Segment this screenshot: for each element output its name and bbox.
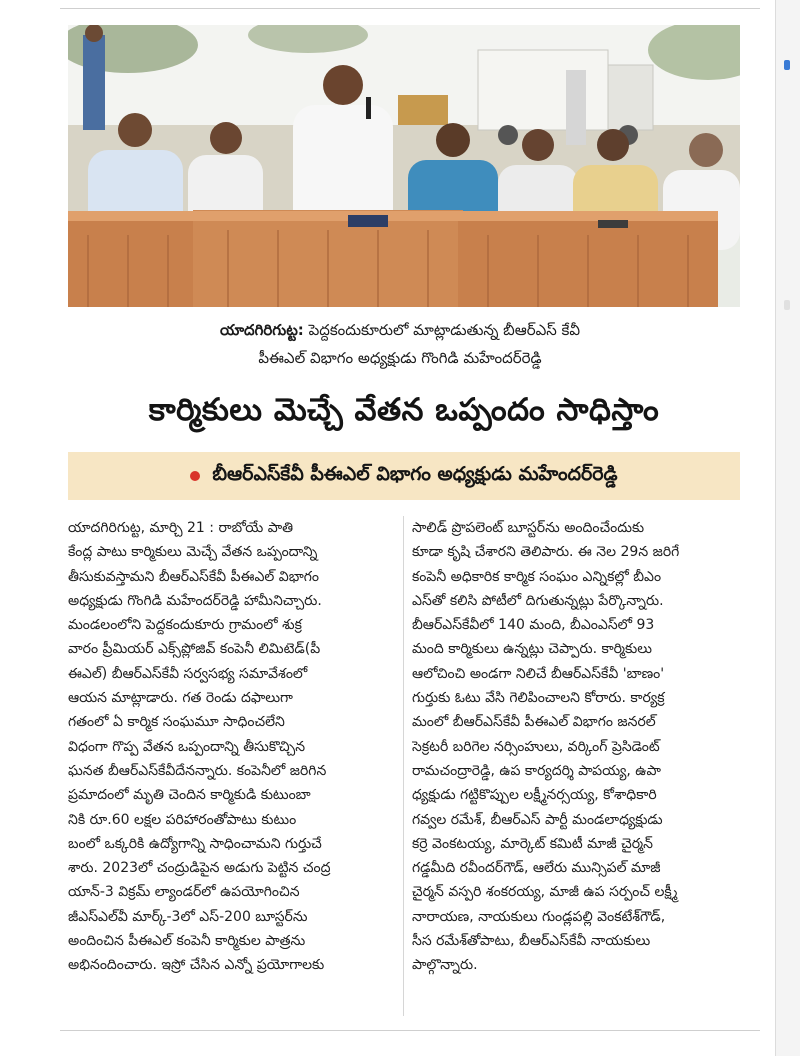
- bullet-icon: [190, 471, 200, 481]
- article-line: ఘనత బీఆర్ఎస్‌కేవీదేనన్నారు. కంపెనీలో జరిగిన: [68, 762, 327, 779]
- article-line: ధ్యక్షుడు గట్టికొప్పుల లక్ష్మీనర్సయ్య, కోశాధికారి: [412, 787, 657, 804]
- article-line: యాదగిరిగుట్ట, మార్చి 21 : రాబోయే పాతి: [68, 520, 294, 536]
- article-line: అందించిన పీఈఎల్ కంపెనీ కార్మికుల పాత్రను: [68, 933, 306, 950]
- article-line: బంలో ఒక్కరికి ఉద్యోగాన్ని సాధించామని గుర్తుచే: [68, 835, 322, 852]
- scroll-gutter[interactable]: [775, 0, 800, 1056]
- article-line: రామచంద్రారెడ్డి, ఉప కార్యదర్శి పాపయ్య, ఉపా: [412, 762, 661, 779]
- gutter-marker-icon: [784, 60, 790, 70]
- article-line: ప్రమాదంలో మృతి చెందిన కార్మికుడి కుటుంబా: [68, 787, 311, 804]
- press-meeting-photo: [68, 25, 740, 307]
- article-column-left: [68, 516, 398, 978]
- article-line: ఈఎల్) బీఆర్ఎస్‌కేవీ సర్వసభ్య సమావేశంలో: [68, 665, 308, 682]
- article-line: మంది కార్మికులు ఉన్నట్లు చెప్పారు. కార్మికులు: [412, 641, 652, 658]
- caption-line-1: పెద్దకందుకూరులో మాట్లాడుతున్న బీఆర్ఎస్ కేవీ: [303, 321, 581, 339]
- article-column-right: [412, 516, 742, 978]
- news-photo: [68, 25, 740, 307]
- article-line: బీఆర్ఎస్‌కేవీలో 140 మంది, బీఎంఎస్‌లో 93: [412, 617, 655, 634]
- article-line: కంపెనీ అధికారిక కార్మిక సంఘం ఎన్నికల్లో బీఎం: [412, 568, 662, 585]
- article-line: కూడా కృషి చేశారని తెలిపారు. ఈ నెల 29న జరిగే: [412, 544, 680, 561]
- photo-caption: [160, 316, 640, 372]
- gutter-marker-icon: [784, 300, 790, 310]
- article-line: ఆలోచించి అండగా నిలిచే బీఆర్ఎస్‌కేవీ 'బాణం': [412, 665, 665, 682]
- article-line: కేంద్ల పాటు కార్మికులు మెచ్చే వేతన ఒప్పందాన్ని: [68, 544, 318, 561]
- article-line: గతంలో ఏ కార్మిక సంఘమూ సాధించలేని: [68, 714, 285, 731]
- article-line: కర్రె వెంకటయ్య, మార్కెట్ కమిటీ మాజీ చైర్మన్: [412, 835, 653, 852]
- caption-place: యాదగిరిగుట్ట:: [219, 321, 304, 339]
- article-line: గుర్తుకు ఓటు వేసి గెలిపించాలని కోరారు. కార్యక్ర: [412, 690, 665, 707]
- article-line: జీఎస్ఎల్‌వీ మార్క్-3లో ఎస్-200 బూస్టర్‌ను: [68, 908, 308, 925]
- top-rule: [60, 8, 760, 9]
- article-line: పాల్గొన్నారు.: [412, 957, 478, 974]
- article-line: నికి రూ.60 లక్షల పరిహారంతోపాటు కుటుం: [68, 811, 297, 828]
- article-line: శారు. 2023లో చంద్రుడిపైన అడుగు పెట్టిన చంద్ర: [68, 860, 331, 877]
- article-line: నారాయణ, నాయకులు గుండ్లపల్లి వెంకటేశ్‌గౌడ్,: [412, 908, 666, 925]
- article-line: విధంగా గొప్ప వేతన ఒప్పందాన్ని తీసుకొచ్చిన: [68, 738, 306, 755]
- caption-line-2: పీఈఎల్ విభాగం అధ్యక్షుడు గొంగిడి మహేందర్‌రెడ్డి: [258, 349, 542, 367]
- article-line: గవ్వల రమేశ్, బీఆర్ఎస్ పార్టీ మండలాధ్యక్షుడు: [412, 811, 663, 828]
- article-line: తీసుకువస్తామని బీఆర్ఎస్‌కేవీ పీఈఎల్ విభాగం: [68, 568, 319, 585]
- article-line: అభినందించారు. ఇస్రో చేసిన ఎన్నో ప్రయోగాలకు: [68, 957, 325, 974]
- article-line: గడ్డమీది రవీందర్‌గౌడ్, ఆలేరు మున్సిపల్ మాజీ: [412, 860, 661, 877]
- article-line: ఎస్‌తో కలిసి పోటీలో దిగుతున్నట్లు పేర్కొన్నారు.: [412, 592, 664, 609]
- article-line: సాలిడ్ ప్రొపలెంట్ బూస్టర్‌ను అందించేందుకు: [412, 520, 645, 536]
- headline: కార్మికులు మెచ్చే వేతన ఒప్పందం సాధిస్తాం: [148, 392, 660, 428]
- subheadline: బీఆర్ఎస్‌కేవీ పీఈఎల్ విభాగం అధ్యక్షుడు మహేందర్‌రెడ్డి: [212, 462, 618, 485]
- article-line: అధ్యక్షుడు గొంగిడి మహేందర్‌రెడ్డి హామీనిచ్చారు.: [68, 592, 322, 609]
- article-line: యాన్-3 విక్రమ్ ల్యాండర్‌లో ఉపయోగించిన: [68, 884, 300, 901]
- subheadline-band: [68, 452, 740, 500]
- column-divider: [403, 516, 404, 1016]
- article-line: వారం ప్రీమియర్ ఎక్స్‌ప్లోజివ్ కంపెనీ లిమిటెడ్(పీ: [68, 641, 321, 658]
- bottom-rule: [60, 1030, 760, 1031]
- article-line: చైర్మన్ వస్పరి శంకరయ్య, మాజీ ఉప సర్పంచ్ లక్ష్మీ: [412, 884, 678, 901]
- article-line: మంలో బీఆర్ఎస్‌కేవీ పీఈఎల్ విభాగం జనరల్: [412, 714, 656, 731]
- article-line: ఆయన మాట్లాడారు. గత రెండు దఫాలుగా: [68, 690, 293, 707]
- article-line: సీస రమేశ్‌తోపాటు, బీఆర్ఎస్‌కేవీ నాయకులు: [412, 933, 651, 950]
- article-line: మండలంలోని పెద్దకందుకూరు గ్రామంలో శుక్ర: [68, 617, 302, 634]
- article-line: సెక్రటరీ బరిగెల నర్సింహులు, వర్కింగ్ ప్రెసిడెంట్: [412, 738, 660, 755]
